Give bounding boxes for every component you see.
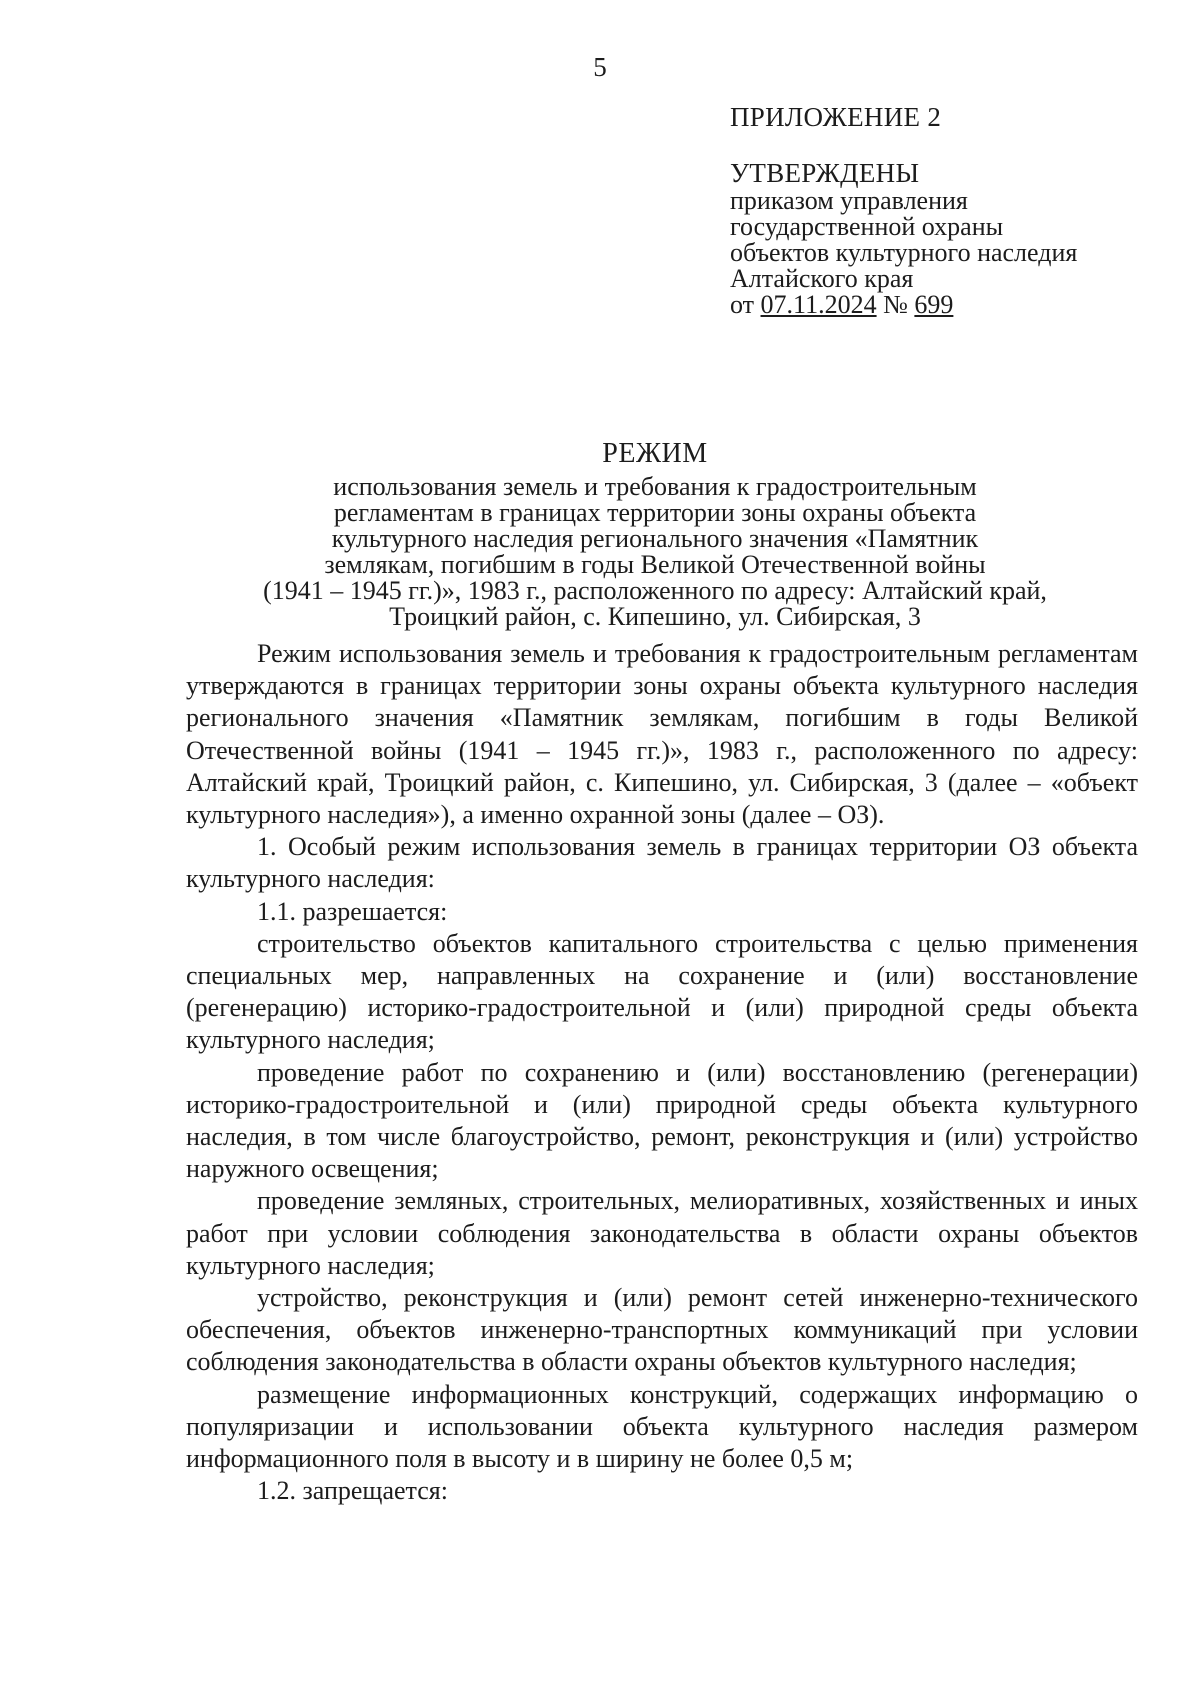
- approval-line: Алтайского края: [730, 264, 914, 293]
- permitted-item: проведение работ по сохранению и (или) восстановлению (регенерации) историко-градостроительной и (или) природной среды объекта культурного наследия, в том числе благоустройство, ремонт, реконструкция и (или) устройство наружного освещения;: [186, 1057, 1138, 1184]
- section-1-heading: 1. Особый режим использования земель в границах территории ОЗ объекта культурного наследия:: [186, 832, 1138, 894]
- permitted-item: устройство, реконструкция и (или) ремонт сетей инженерно-технического обеспечения, объектов инженерно-транспортных коммуникаций при условии соблюдения законодательства в области охраны объектов культурного наследия;: [186, 1283, 1138, 1377]
- page-number: 5: [593, 52, 607, 82]
- approval-line: государственной охраны: [730, 212, 1004, 241]
- subtitle-line: регламентам в границах территории зоны охраны объекта: [333, 498, 977, 527]
- subtitle-line: Троицкий район, с. Кипешино, ул. Сибирская, 3: [389, 602, 921, 631]
- order-number-sign: №: [876, 290, 915, 319]
- order-number: 699: [914, 290, 954, 319]
- document-title: РЕЖИМ: [602, 438, 708, 469]
- order-reference: [730, 292, 1170, 318]
- approved-label: УТВЕРЖДЕНЫ: [730, 158, 920, 188]
- permitted-item: проведение земляных, строительных, мелиоративных, хозяйственных и иных работ при условии соблюдения законодательства в области охраны объектов культурного наследия;: [186, 1186, 1138, 1280]
- annex-label: ПРИЛОЖЕНИЕ 2: [730, 102, 942, 132]
- approval-line: приказом управления: [730, 186, 968, 215]
- subtitle-line: использования земель и требования к градостроительным: [333, 472, 977, 501]
- subtitle-line: (1941 – 1945 гг.)», 1983 г., расположенного по адресу: Алтайский край,: [263, 576, 1047, 605]
- approval-block: [730, 104, 1170, 318]
- document-body: [186, 638, 1138, 1507]
- subsection-1-1-heading: 1.1. разрешается:: [257, 896, 448, 926]
- permitted-item: строительство объектов капитального строительства с целью применения специальных мер, направленных на сохранение и (или) восстановление (регенерацию) историко-градостроительной и (или) природной среды объекта культурного наследия;: [186, 928, 1138, 1055]
- intro-paragraph: Режим использования земель и требования к градостроительным регламентам утверждаются в границах территории зоны охраны объекта культурного наследия регионального значения «Памятник землякам, погибшим в годы Великой Отечественной войны (1941 – 1945 гг.)», 1983 г., расположенного по адресу: Алтайский край, Троицкий район, с. Кипешино, ул. Сибирская, 3 (далее – «объект культурного наследия»), а именно охранной зоны (далее – ОЗ).: [186, 639, 1138, 830]
- subsection-1-2-heading: 1.2. запрещается:: [257, 1476, 448, 1506]
- title-block: [180, 438, 1130, 630]
- permitted-item: размещение информационных конструкций, содержащих информацию о популяризации и использовании объекта культурного наследия размером информационного поля в высоту и в ширину не более 0,5 м;: [186, 1379, 1138, 1474]
- approval-line: объектов культурного наследия: [730, 238, 1078, 267]
- subtitle-line: землякам, погибшим в годы Великой Отечественной войны: [324, 550, 986, 579]
- order-date: 07.11.2024: [760, 290, 877, 319]
- subtitle-line: культурного наследия регионального значения «Памятник: [331, 524, 979, 553]
- order-prefix: от: [730, 290, 761, 319]
